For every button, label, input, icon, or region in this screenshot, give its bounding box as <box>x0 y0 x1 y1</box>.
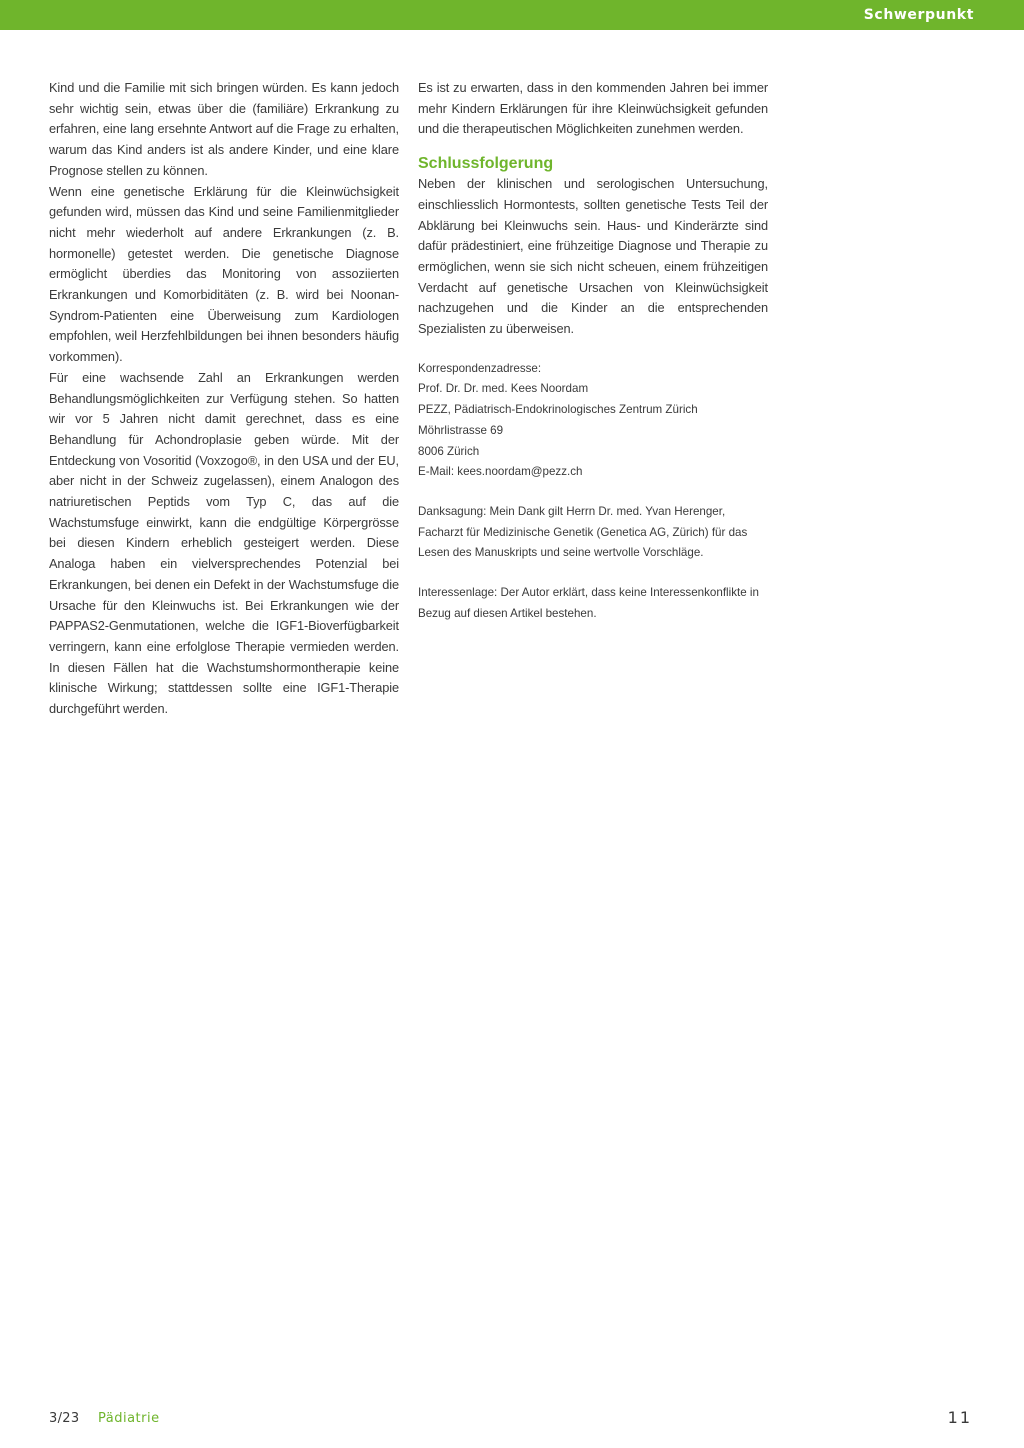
email-address: E-Mail: kees.noordam@pezz.ch <box>418 465 583 479</box>
conclusion-paragraph: Neben der klinischen und serologischen Untersuchung, einschliesslich Hormontests, sollten genetische Tests Teil der Abklärung bei Kleinwuchs sein. Haus- und Kinderärzte sind dafür prädestiniert, eine frühzeitige Diagnose und Therapie zu ermöglichen, wenn sie sich nicht scheuen, einem frühzeitigen Verdacht auf genetische Ursachen von Kleinwüchsigkeit nachzugehen und die Kinder an die entsprechenden Spezialisten zu überweisen. <box>418 176 768 337</box>
author-name: Prof. Dr. Dr. med. Kees Noordam <box>418 382 589 396</box>
correspondence-label: Korrespondenzadresse: <box>418 361 542 375</box>
body-paragraph: Kind und die Familie mit sich bringen würden. Es kann jedoch sehr wichtig sein, etwas über die (familiäre) Erkrankung zu erfahren, eine lang ersehnte Antwort auf die Frage zu erhalten, warum das Kind anders ist als andere Kinder, und eine klare Prognose stellen zu können. <box>49 80 399 178</box>
section-heading: Schlussfolgerung <box>418 155 554 173</box>
institution-name: PEZZ, Pädiatrisch-Endokrinologisches Zentrum Zürich <box>418 403 698 417</box>
page-number: 11 <box>947 1408 972 1427</box>
city-address: 8006 Zürich <box>418 444 480 458</box>
intro-paragraph: Es ist zu erwarten, dass in den kommenden Jahren bei immer mehr Kindern Erklärungen für ihre Kleinwüchsigkeit gefunden und die therapeutischen Möglichkeiten zunehmen werden. <box>418 80 768 137</box>
journal-name: Pädiatrie <box>98 1411 160 1426</box>
conflict-of-interest-block: Interessenlage: Der Autor erklärt, dass keine Interessenkonflikte in Bezug auf diesen Artikel bestehen. <box>418 586 759 620</box>
correspondence-block <box>418 359 768 483</box>
street-address: Möhrlistrasse 69 <box>418 423 504 437</box>
right-column <box>418 78 768 624</box>
header-bar <box>0 0 1024 30</box>
body-paragraph: Für eine wachsende Zahl an Erkrankungen werden Behandlungsmöglichkeiten zur Verfügung stehen. So hatten wir vor 5 Jahren nicht damit gerechnet, dass es eine Behandlung für Achondroplasie geben würde. Mit der Entdeckung von Vosoritid (Voxzogo®, in den USA und der EU, aber nicht in der Schweiz zugelassen), einem Analogon des natriuretischen Peptids vom Typ C, das auf die Wachstumsfuge einwirkt, kann die endgültige Körpergrösse bei diesen Kindern erheblich gesteigert werden. Diese Analoga haben ein vielversprechendes Potenzial bei Erkrankungen, bei denen ein Defekt in der Wachstumsfuge die Ursache für den Kleinwuchs ist. Bei Erkrankungen wie der PAPPAS2-Genmutationen, welche die IGF1-Bioverfügbarkeit verringern, kann eine erfolglose Therapie vermieden werden. In diesen Fällen hat die Wachstumshormontherapie keine klinische Wirkung; stattdessen sollte eine IGF1-Therapie durchgeführt werden. <box>49 369 399 717</box>
body-paragraph: Wenn eine genetische Erklärung für die Kleinwüchsigkeit gefunden wird, müssen das Kind und seine Familienmitglieder nicht mehr wiederholt auf andere Erkrankungen (z. B. hormonelle) getestet werden. Die genetische Diagnose ermöglicht überdies das Monitoring von assoziierten Erkrankungen und Komorbiditäten (z. B. wird bei Noonan-Syndrom-Patienten eine Überweisung zum Kardiologen empfohlen, weil Herzfehlbildungen bei ihnen besonders häufig vorkommen). <box>49 183 399 365</box>
acknowledgment-block: Danksagung: Mein Dank gilt Herrn Dr. med. Yvan Herenger, Facharzt für Medizinische Genetik (Genetica AG, Zürich) für das Lesen des Manuskripts und seine wertvolle Vorschläge. <box>418 504 748 560</box>
issue-number: 3/23 <box>49 1411 80 1426</box>
left-column <box>49 78 399 720</box>
section-title: Schwerpunkt <box>863 7 974 23</box>
